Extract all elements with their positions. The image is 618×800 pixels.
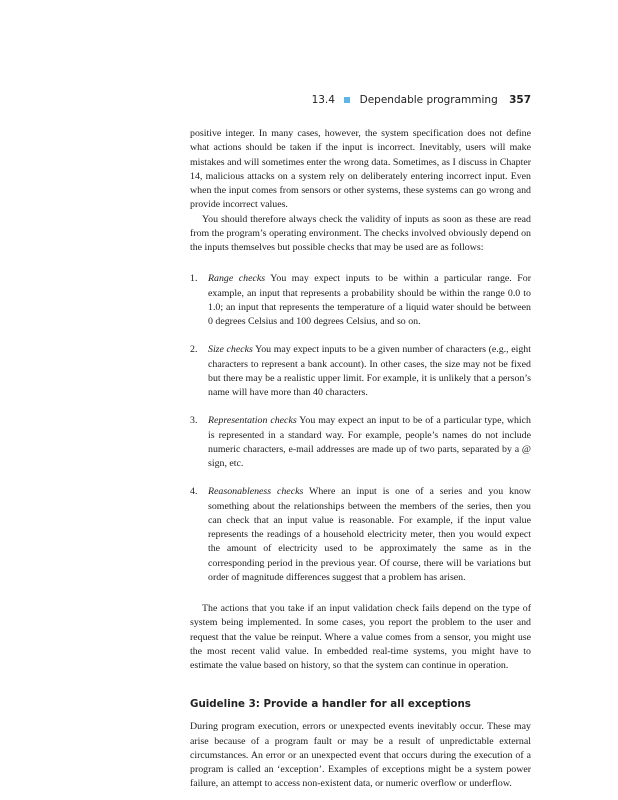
list-item-text: You may expect an input to be of a particular type, which is represented in a standard way. For example, people’s names do not include numeric characters, e-mail addresses are made up of two parts, separated by a @ sign, etc. xyxy=(208,415,531,469)
list-item-term: Representation checks xyxy=(208,415,297,427)
list-item-term: Size checks xyxy=(208,344,253,356)
list-item xyxy=(190,343,531,400)
page-body xyxy=(190,127,531,792)
list-item-number: 1. xyxy=(190,273,198,285)
intro-paragraph-1: positive integer. In many cases, however, the system specification does not define what actions should be taken if the input is incorrect. Inevitably, users will make mistakes and will sometimes enter the wrong data. Sometimes, as I discuss in Chapter 14, malicious attacks on a system rely on deliberately entering incorrect input. Even when the input comes from sensors or other systems, these systems can go wrong and provide incorrect values. xyxy=(190,128,531,211)
list-item-number: 4. xyxy=(190,486,198,498)
list-item-term: Reasonableness checks xyxy=(208,486,304,498)
list-item-term: Range checks xyxy=(208,273,266,285)
list-item-text: You may expect inputs to be a given number of characters (e.g., eight characters to represent a bank account). In other cases, the size may not be fixed but there may be a realistic upper limit. For example, it is unlikely that a person’s name will have more than 40 characters. xyxy=(208,344,531,398)
list-item-text: Where an input is one of a series and you know something about the relationships between the members of the series, then you can check that an input value is reasonable. For example, if the input value represents the readings of a household electricity meter, then you would expect the amount of electricity used to be approximately the same as in the corresponding period in the previous year. Of course, there will be variations but order of magnitude differences suggest that a problem has arisen. xyxy=(208,486,531,583)
page-number: 357 xyxy=(509,94,531,106)
list-item-text: You may expect inputs to be within a particular range. For example, an input that represents a probability should be within the range 0.0 to 1.0; an input that represents the temperature of a liquid water should be between 0 degrees Celsius and 100 degrees Celsius, and so on. xyxy=(208,273,531,327)
guideline-heading: Guideline 3: Provide a handler for all exceptions xyxy=(190,698,471,711)
running-header xyxy=(0,94,531,106)
list-item-number: 3. xyxy=(190,415,198,427)
accent-square-icon xyxy=(344,97,350,103)
after-list-paragraph: The actions that you take if an input validation check fails depend on the type of system being implemented. In some cases, you report the problem to the user and request that the value be reinput. Where a value comes from a sensor, you might use the most recent valid value. In embedded real-time systems, you might have to estimate the value based on history, so that the system can continue in operation. xyxy=(190,603,531,671)
section-title: Dependable programming xyxy=(359,94,498,106)
list-item xyxy=(190,485,531,585)
guideline-paragraph: During program execution, errors or unexpected events inevitably occur. These may arise because of a program fault or may be a result of unpredictable external circumstances. An error or an unexpected event that occurs during the execution of a program is called an ‘exception’. Examples of exceptions might be a system power failure, an attempt to access non-existent data, or numeric overflow or underflow. xyxy=(190,721,531,790)
intro-paragraph-2: You should therefore always check the validity of inputs as soon as these are read from the program’s operating environment. The checks involved obviously depend on the inputs themselves but possible checks that may be used are as follows: xyxy=(190,213,531,253)
list-item xyxy=(190,414,531,471)
list-item xyxy=(190,272,531,329)
section-number: 13.4 xyxy=(311,94,335,106)
list-item-number: 2. xyxy=(190,344,198,356)
validation-checks-list xyxy=(190,272,531,585)
